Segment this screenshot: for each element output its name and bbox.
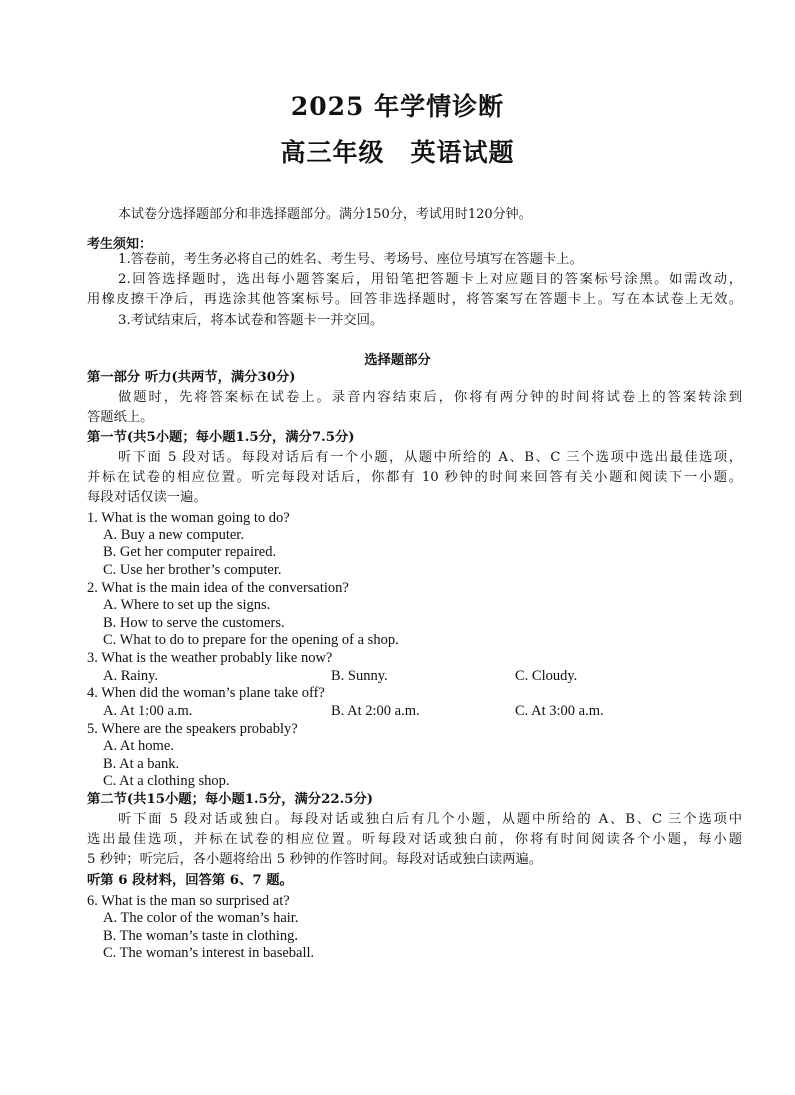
question-2-option-a: A. Where to set up the signs.	[103, 597, 271, 613]
question-5-option-a: A. At home.	[103, 738, 174, 754]
question-1: 1. What is the woman going to do?	[87, 510, 290, 526]
notice-item-2-line-2: 用橡皮擦干净后，再选涂其他答案标号。回答非选择题时，将答案写在答题卡上。写在本试卷上无效。	[87, 292, 742, 307]
sec2-desc-line-1: 听下面 5 段对话或独白。每段对话或独白后有几个小题，从题中所给的 A、B、C 三个选项中	[118, 812, 742, 827]
question-2: 2. What is the main idea of the conversation?	[87, 580, 349, 596]
notice-item-1: 1.答卷前，考生务必将自己的姓名、考生号、考场号、座位号填写在答题卡上。	[118, 252, 583, 267]
question-6-option-c: C. The woman’s interest in baseball.	[103, 945, 315, 961]
part1-desc-line-1: 做题时，先将答案标在试卷上。录音内容结束后，你将有两分钟的时间将试卷上的答案转涂到	[118, 390, 742, 405]
question-6-option-a: A. The color of the woman’s hair.	[103, 910, 299, 926]
sec2-desc-line-3: 5 秒钟；听完后，各小题将给出 5 秒钟的作答时间。每段对话或独白读两遍。	[87, 852, 543, 867]
sec2-desc-line-2: 选出最佳选项，并标在试卷的相应位置。听每段对话或独白前，你将有时间阅读各个小题，每小题	[87, 832, 742, 847]
sec1-desc-line-3: 每段对话仅读一遍。	[87, 490, 207, 505]
question-4: 4. When did the woman’s plane take off?	[87, 685, 325, 701]
question-3-option-b: B. Sunny.	[331, 668, 388, 684]
part1-desc-line-2: 答题纸上。	[87, 410, 154, 425]
question-4-option-c: C. At 3:00 a.m.	[515, 703, 604, 719]
question-1-option-b: B. Get her computer repaired.	[103, 544, 277, 560]
question-6-option-b: B. The woman’s taste in clothing.	[103, 928, 299, 944]
question-5-option-c: C. At a clothing shop.	[103, 773, 230, 789]
question-5: 5. Where are the speakers probably?	[87, 721, 298, 737]
question-4-option-a: A. At 1:00 a.m.	[103, 703, 193, 719]
question-4-option-b: B. At 2:00 a.m.	[331, 703, 420, 719]
question-5-option-b: B. At a bank.	[103, 756, 180, 772]
question-6: 6. What is the man so surprised at?	[87, 893, 290, 909]
notice-title: 考生须知：	[87, 237, 153, 252]
exam-title: 2025 年学情诊断	[290, 92, 505, 121]
section-heading: 选择题部分	[364, 353, 431, 368]
notice-item-2-line-1: 2.回答选择题时，选出每小题答案后，用铅笔把答题卡上对应题目的答案标号涂黑。如需改动，	[118, 272, 742, 287]
question-3-option-c: C. Cloudy.	[515, 668, 578, 684]
sec1-desc-line-2: 并标在试卷的相应位置。听完每段对话后，你都有 10 秒钟的时间来回答有关小题和阅读下一小题。	[87, 470, 742, 485]
part1-title: 第一部分 听力(共两节，满分30分)	[87, 370, 296, 385]
exam-subtitle: 高三年级 英语试题	[280, 138, 515, 167]
sec1-title: 第一节(共5小题；每小题1.5分，满分7.5分)	[87, 430, 355, 445]
question-1-option-a: A. Buy a new computer.	[103, 527, 244, 543]
question-2-option-c: C. What to do to prepare for the opening of a shop.	[103, 632, 399, 648]
sec1-desc-line-1: 听下面 5 段对话。每段对话后有一个小题，从题中所给的 A、B、C 三个选项中选出最佳选项，	[118, 450, 742, 465]
question-2-option-b: B. How to serve the customers.	[103, 615, 285, 631]
material-heading: 听第 6 段材料，回答第 6、7 题。	[87, 873, 293, 888]
question-3-option-a: A. Rainy.	[103, 668, 159, 684]
question-3: 3. What is the weather probably like now?	[87, 650, 333, 666]
sec2-title: 第二节(共15小题；每小题1.5分，满分22.5分)	[87, 792, 374, 807]
question-1-option-c: C. Use her brother’s computer.	[103, 562, 282, 578]
notice-item-3: 3.考试结束后，将本试卷和答题卡一并交回。	[118, 313, 384, 328]
exam-intro: 本试卷分选择题部分和非选择题部分。满分150分，考试用时120分钟。	[118, 207, 532, 222]
